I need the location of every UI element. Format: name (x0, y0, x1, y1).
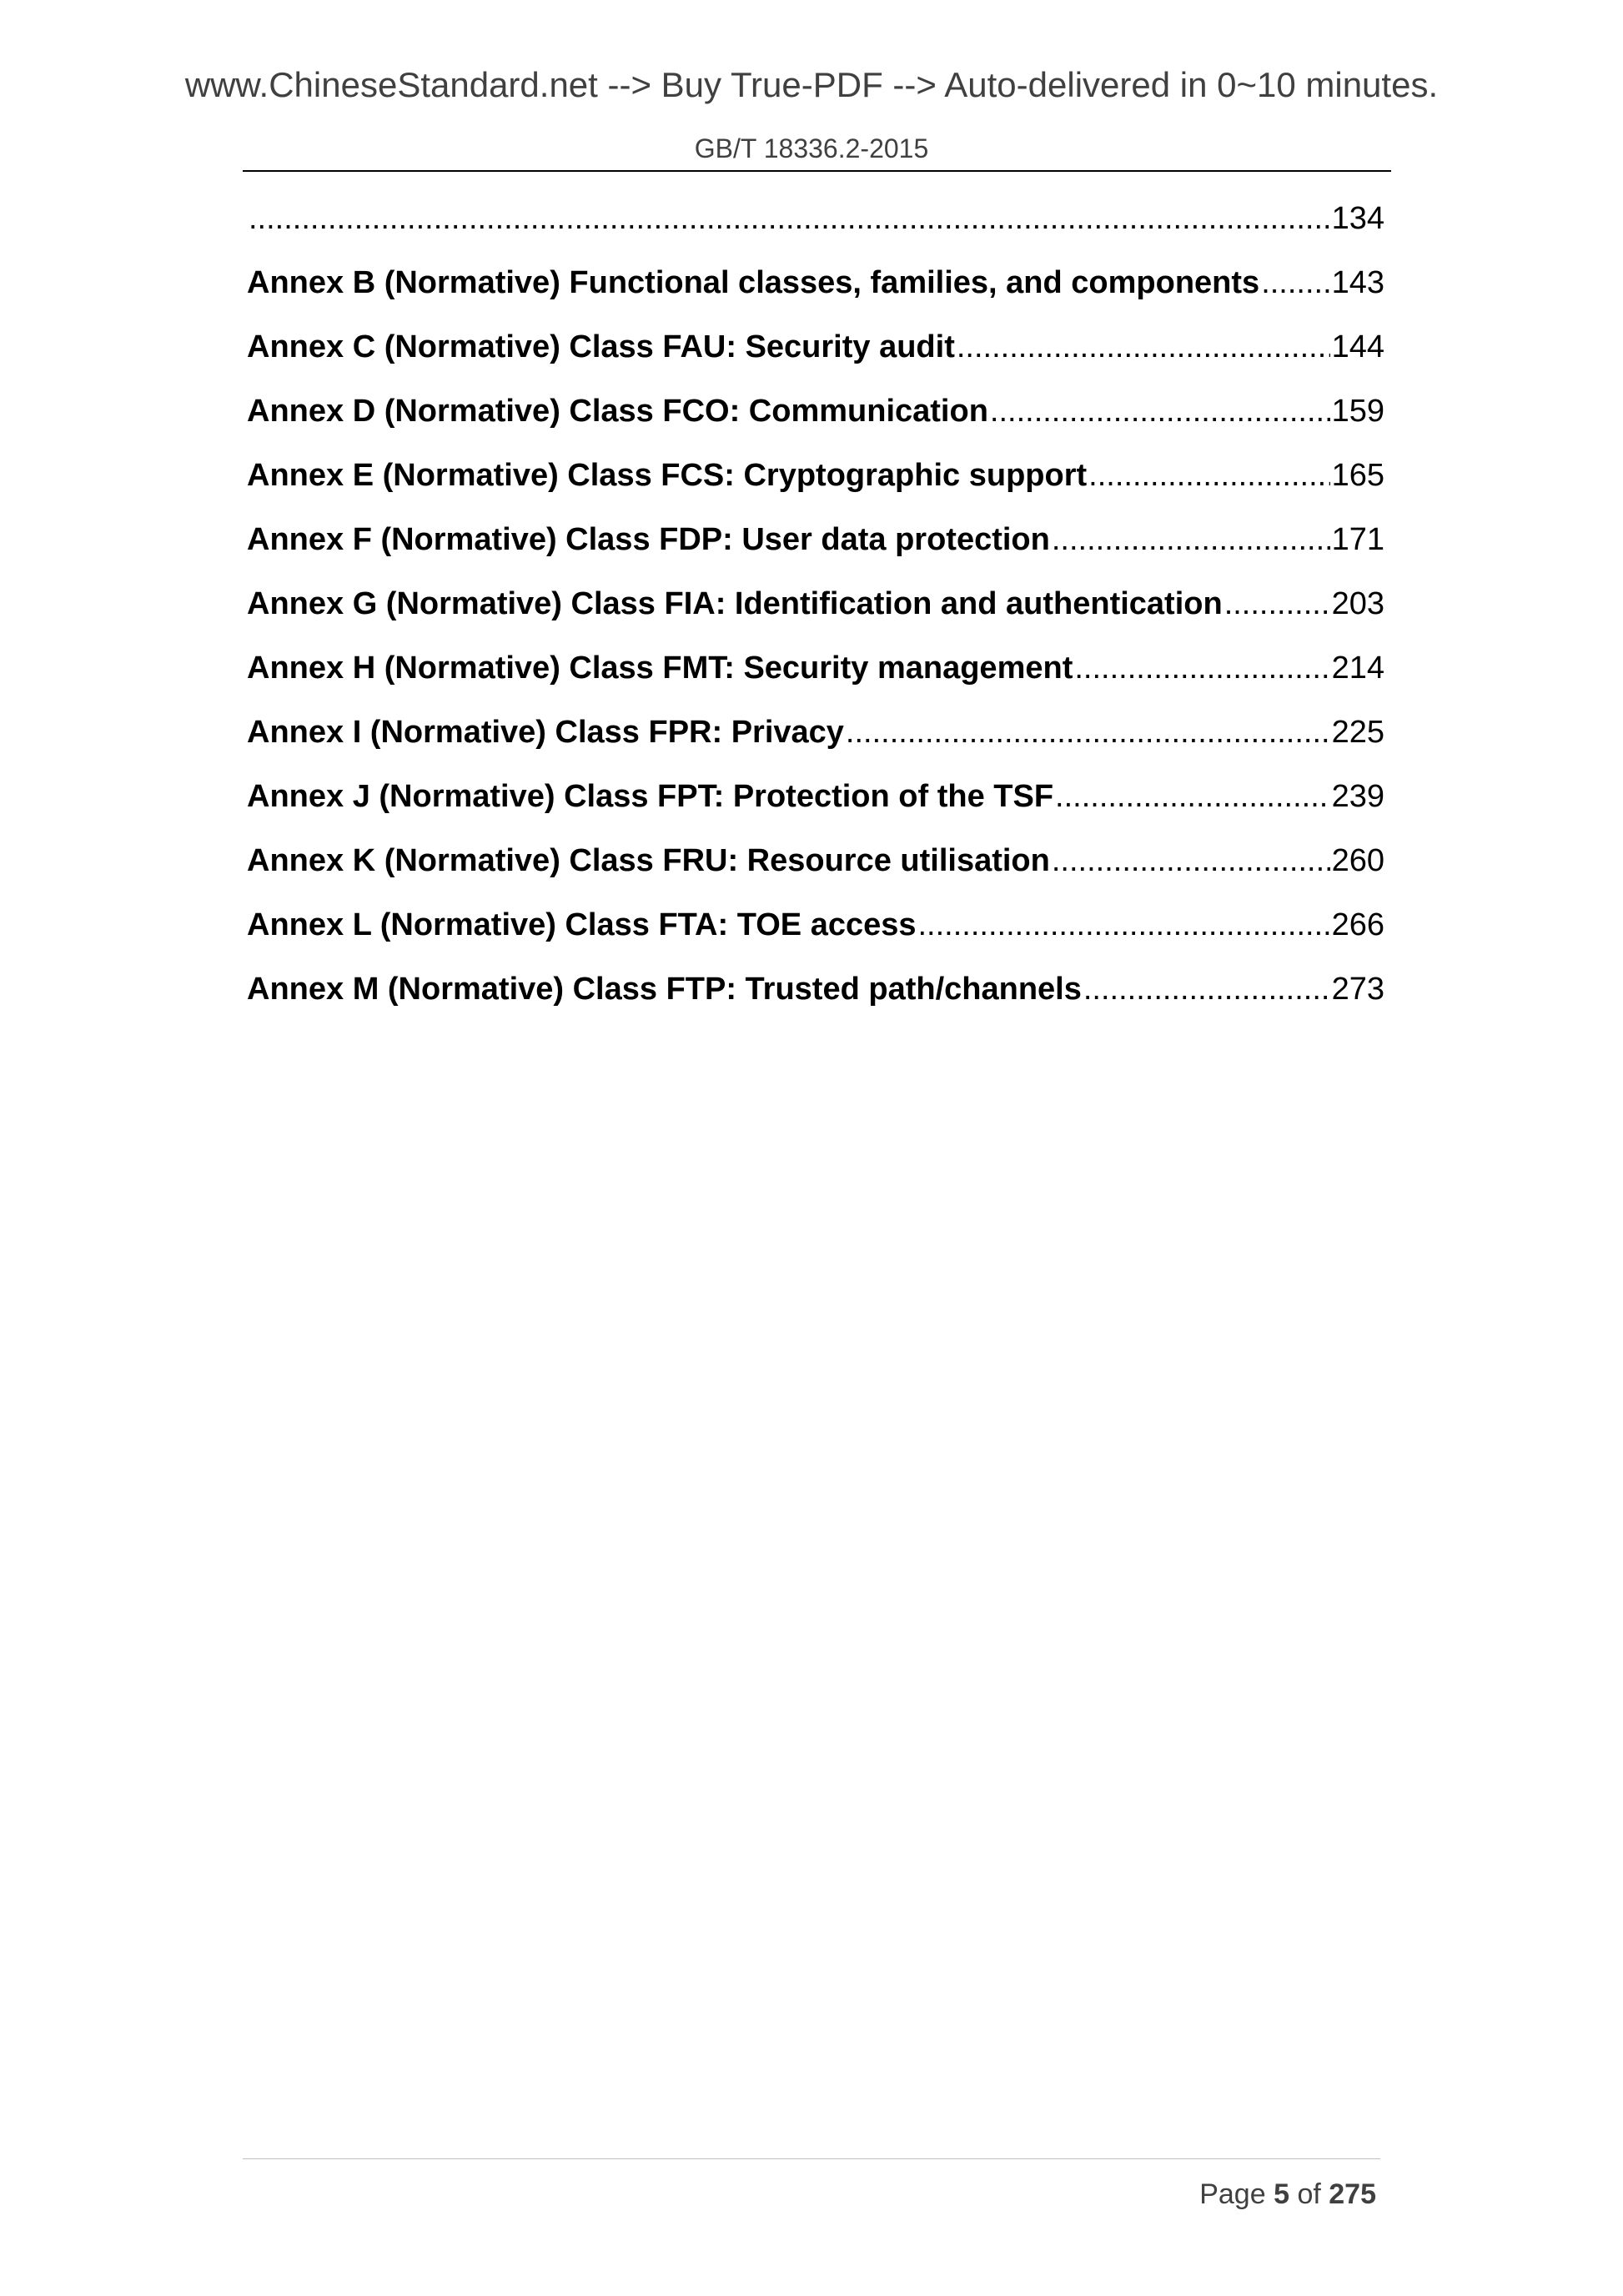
toc-entry-page: 260 (1331, 843, 1384, 878)
toc-entry[interactable] (247, 707, 1384, 771)
page-label: Page (1199, 2178, 1266, 2210)
toc-entry[interactable] (247, 579, 1384, 643)
toc-entry-page: 203 (1331, 586, 1384, 621)
site-banner: www.ChineseStandard.net --> Buy True-PDF --> Auto-delivered in 0~10 minutes. (184, 65, 1439, 104)
toc-entry-title: Annex E (Normative) Class FCS: Cryptographic support (247, 458, 1088, 493)
toc-entry-page: 214 (1331, 651, 1384, 686)
toc-entry[interactable] (247, 322, 1384, 386)
toc-entry-page: 165 (1331, 458, 1384, 493)
document-code: GB/T 18336.2-2015 (694, 133, 929, 163)
toc-entry-page: 239 (1331, 779, 1384, 814)
toc-entry[interactable] (247, 771, 1384, 836)
toc-dot-leader (957, 322, 1330, 372)
toc-entry-title: Annex D (Normative) Class FCO: Communication (247, 394, 988, 429)
toc-entry-page: 266 (1331, 907, 1384, 942)
toc-dot-leader (1055, 771, 1330, 821)
toc-dot-leader (1083, 964, 1330, 1014)
toc-dot-leader (1052, 515, 1330, 565)
toc-entry-title: Annex K (Normative) Class FRU: Resource utilisation (247, 843, 1050, 878)
toc-entry[interactable] (247, 193, 1384, 258)
toc-entry-title: Annex J (Normative) Class FPT: Protection of the TSF (247, 779, 1054, 814)
toc-dot-leader (990, 386, 1330, 436)
toc-entry-page: 144 (1331, 329, 1384, 364)
toc-entry-page: 134 (1331, 201, 1384, 236)
table-of-contents (247, 193, 1384, 1028)
toc-entry[interactable] (247, 258, 1384, 322)
toc-entry-title: Annex B (Normative) Functional classes, families, and components (247, 265, 1260, 300)
toc-entry-title: Annex C (Normative) Class FAU: Security audit (247, 329, 955, 364)
toc-dot-leader (249, 193, 1330, 244)
toc-entry-page: 225 (1331, 715, 1384, 750)
toc-dot-leader (918, 900, 1330, 950)
page-current: 5 (1274, 2178, 1289, 2210)
page-indicator (1199, 2178, 1376, 2211)
toc-entry-title: Annex L (Normative) Class FTA: TOE access (247, 907, 917, 942)
toc-entry[interactable] (247, 386, 1384, 450)
toc-entry[interactable] (247, 964, 1384, 1028)
toc-entry-title: Annex F (Normative) Class FDP: User data protection (247, 522, 1050, 557)
toc-entry-title: Annex M (Normative) Class FTP: Trusted path/channels (247, 972, 1082, 1007)
footer-divider (243, 2158, 1380, 2159)
toc-entry-title: Annex G (Normative) Class FIA: Identification and authentication (247, 586, 1223, 621)
toc-dot-leader (1261, 258, 1329, 308)
toc-entry[interactable] (247, 450, 1384, 515)
toc-entry-title: Annex I (Normative) Class FPR: Privacy (247, 715, 844, 750)
toc-entry-page: 171 (1331, 522, 1384, 557)
toc-dot-leader (1224, 579, 1330, 629)
page-of-label: of (1297, 2178, 1321, 2210)
toc-entry[interactable] (247, 836, 1384, 900)
toc-entry[interactable] (247, 643, 1384, 707)
toc-entry-page: 159 (1331, 394, 1384, 429)
toc-dot-leader (846, 707, 1330, 757)
toc-dot-leader (1088, 450, 1329, 500)
toc-entry-page: 273 (1331, 972, 1384, 1007)
toc-entry[interactable] (247, 515, 1384, 579)
toc-entry-title: Annex H (Normative) Class FMT: Security management (247, 651, 1073, 686)
toc-entry-page: 143 (1331, 265, 1384, 300)
toc-dot-leader (1052, 836, 1330, 886)
toc-entry[interactable] (247, 900, 1384, 964)
header-divider (243, 170, 1391, 172)
page-total: 275 (1329, 2178, 1376, 2210)
toc-dot-leader (1074, 643, 1329, 693)
